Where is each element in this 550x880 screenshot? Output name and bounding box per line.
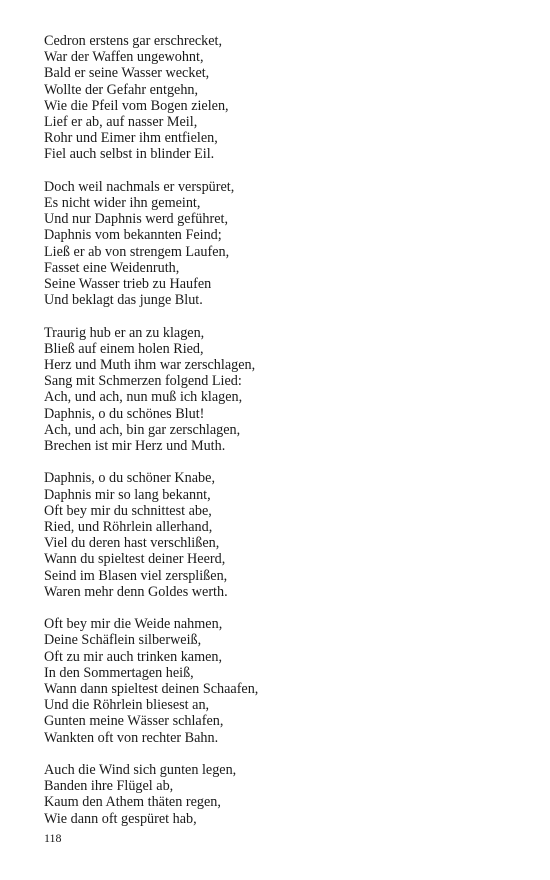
verse-line: Wie die Pfeil vom Bogen zielen, bbox=[44, 97, 229, 114]
verse-line: Auch die Wind sich gunten legen, bbox=[44, 762, 237, 779]
page-number: 118 bbox=[44, 831, 62, 845]
stanza-5 bbox=[44, 616, 524, 746]
verse-line: Und nur Daphnis werd geführet, bbox=[44, 211, 228, 228]
verse-line: Fasset eine Weidenruth, bbox=[44, 259, 180, 276]
verse-line: Wankten oft von rechter Bahn. bbox=[44, 729, 219, 746]
verse-line: Lief er ab, auf nasser Meil, bbox=[44, 114, 198, 131]
verse-line: In den Sommertagen heiß, bbox=[44, 664, 194, 681]
verse-line: War der Waffen ungewohnt, bbox=[44, 49, 204, 66]
verse-line: Daphnis vom bekannten Feind; bbox=[44, 227, 222, 244]
verse-line: Bließ auf einem holen Ried, bbox=[44, 340, 204, 357]
verse-line: Bald er seine Wasser wecket, bbox=[44, 65, 210, 82]
verse-line: Doch weil nachmals er verspüret, bbox=[44, 178, 235, 195]
verse-line: Daphnis, o du schönes Blut! bbox=[44, 405, 205, 422]
verse-line: Und die Röhrlein bliesest an, bbox=[44, 697, 210, 714]
verse-line: Wann dann spieltest deinen Schaafen, bbox=[44, 681, 259, 698]
stanza-1 bbox=[44, 33, 524, 163]
verse-line: Seind im Blasen viel zersplißen, bbox=[44, 567, 228, 584]
verse-line: Wie dann oft gespüret hab, bbox=[44, 810, 197, 827]
verse-line: Es nicht wider ihn gemeint, bbox=[44, 195, 201, 212]
verse-line: Traurig hub er an zu klagen, bbox=[44, 324, 205, 341]
verse-line: Banden ihre Flügel ab, bbox=[44, 778, 174, 795]
verse-line: Cedron erstens gar erschrecket, bbox=[44, 33, 223, 49]
verse-line: Ried, und Röhrlein allerhand, bbox=[44, 519, 213, 536]
verse-line: Wann du spieltest deiner Heerd, bbox=[44, 551, 226, 568]
verse-line: Wollte der Gefahr entgehn, bbox=[44, 81, 199, 98]
verse-line: Waren mehr denn Goldes werth. bbox=[44, 583, 228, 600]
stanza-6 bbox=[44, 762, 524, 827]
verse-line: Herz und Muth ihm war zerschlagen, bbox=[44, 357, 256, 374]
verse-line: Deine Schäflein silberweiß, bbox=[44, 632, 202, 649]
verse-line: Gunten meine Wässer schlafen, bbox=[44, 713, 224, 730]
stanza-3 bbox=[44, 325, 524, 455]
verse-line: Kaum den Athem thäten regen, bbox=[44, 794, 221, 811]
verse-line: Rohr und Eimer ihm entfielen, bbox=[44, 130, 218, 147]
verse-line: Und beklagt das junge Blut. bbox=[44, 292, 203, 309]
stanza-4 bbox=[44, 470, 524, 600]
verse-line: Oft bey mir du schnittest abe, bbox=[44, 502, 212, 519]
verse-line: Sang mit Schmerzen folgend Lied: bbox=[44, 373, 242, 390]
verse-line: Daphnis mir so lang bekannt, bbox=[44, 486, 211, 503]
verse-line: Viel du deren hast verschlißen, bbox=[44, 535, 220, 552]
verse-line: Brechen ist mir Herz und Muth. bbox=[44, 438, 226, 455]
verse-line: Ach, und ach, bin gar zerschlagen, bbox=[44, 421, 241, 438]
verse-line: Daphnis, o du schöner Knabe, bbox=[44, 470, 215, 487]
verse-line: Ach, und ach, nun muß ich klagen, bbox=[44, 389, 243, 406]
verse-line: Oft zu mir auch trinken kamen, bbox=[44, 648, 223, 665]
verse-line: Seine Wasser trieb zu Haufen bbox=[44, 276, 212, 293]
stanza-2 bbox=[44, 179, 524, 309]
verse-line: Fiel auch selbst in blinder Eil. bbox=[44, 146, 215, 163]
poem-text bbox=[44, 33, 524, 843]
verse-line: Oft bey mir die Weide nahmen, bbox=[44, 616, 223, 633]
verse-line: Ließ er ab von strengem Laufen, bbox=[44, 243, 230, 260]
